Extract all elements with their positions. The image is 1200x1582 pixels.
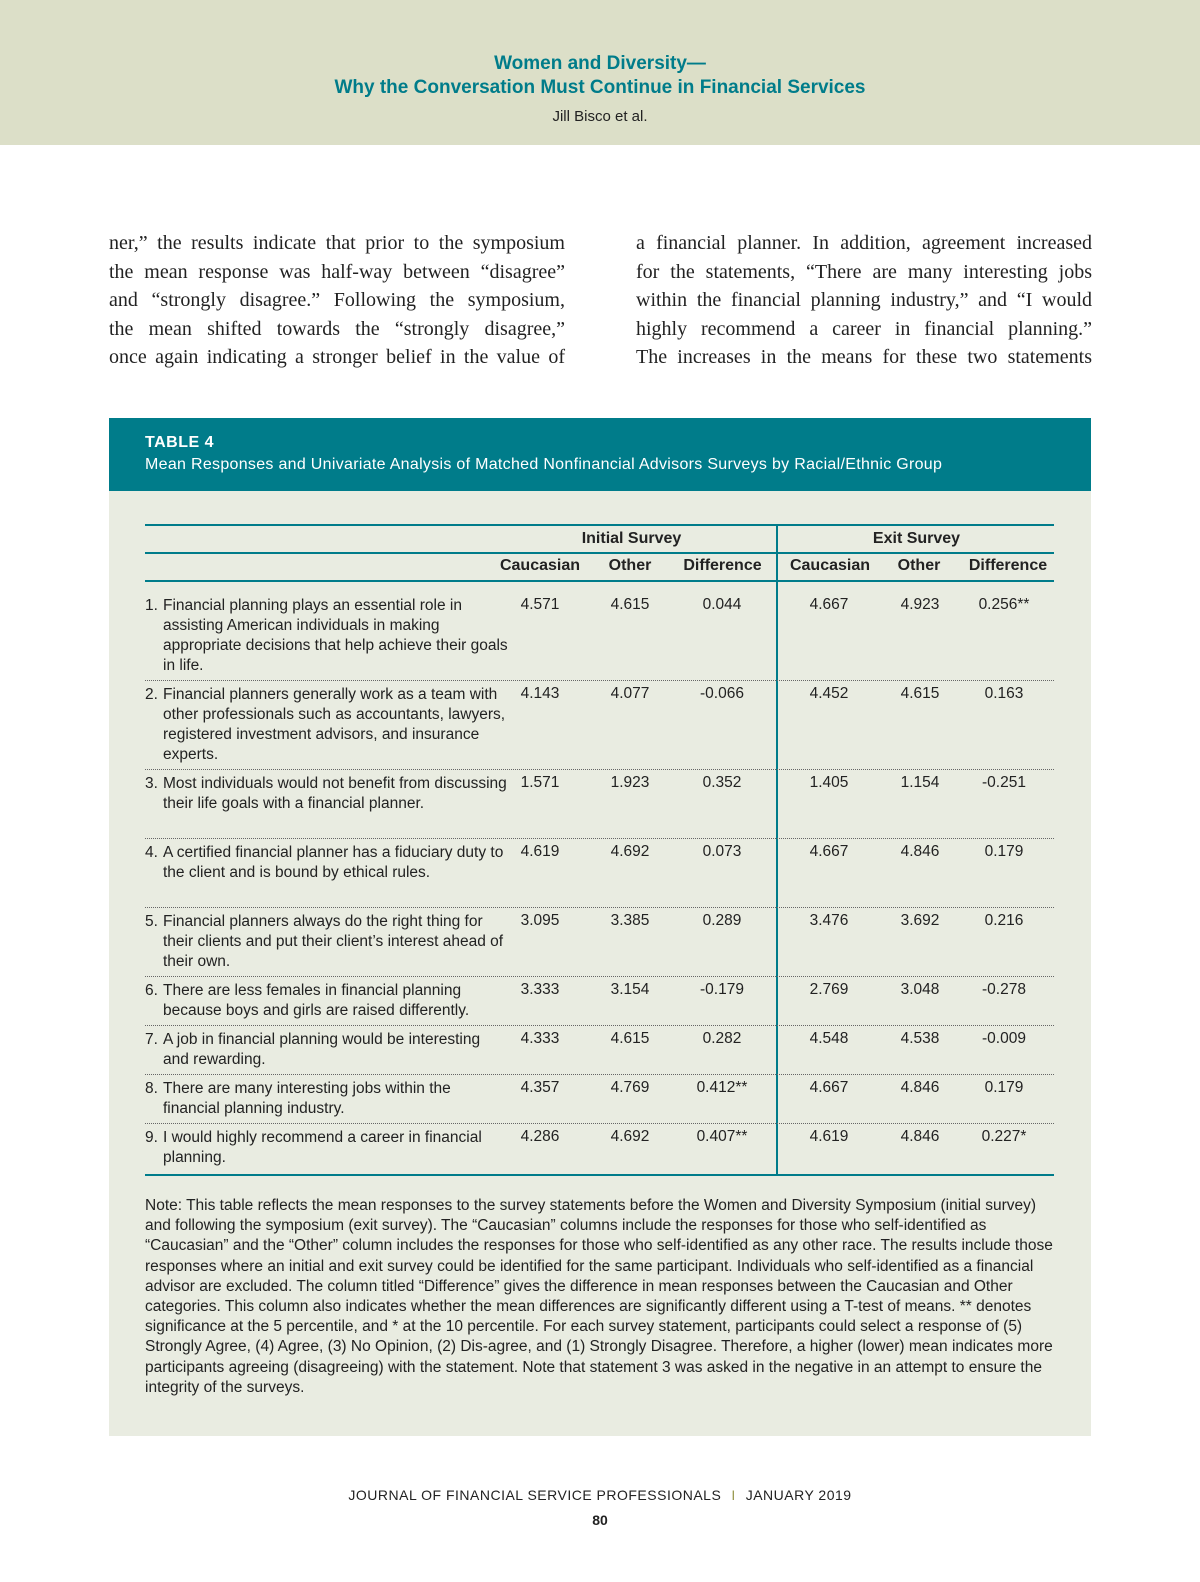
article-author: Jill Bisco et al.: [552, 108, 648, 125]
body-column-right: [636, 229, 1092, 372]
table-cell: 3.692: [900, 912, 940, 929]
group-header-rule: [145, 552, 1054, 554]
body-line: once again indicating a stronger belief in the value of: [109, 346, 565, 368]
table-cell: -0.251: [982, 774, 1026, 791]
table-cell: 0.044: [702, 596, 742, 613]
statement-number: 8.: [145, 1080, 158, 1097]
table-cell: 4.548: [809, 1030, 849, 1047]
table-banner: [109, 418, 1091, 491]
statement-number: 2.: [145, 686, 158, 703]
table-cell: 0.073: [702, 843, 742, 860]
column-header: Caucasian: [499, 557, 581, 574]
table-cell: 0.256**: [978, 596, 1030, 613]
table-cell: 1.923: [610, 774, 650, 791]
group-header-exit: Exit Survey: [872, 530, 961, 547]
table-cell: 4.357: [520, 1079, 560, 1096]
row-separator: [145, 1074, 1054, 1075]
statement-text: Most individuals would not benefit from discussing their life goals with a financial planner.: [163, 775, 507, 812]
table-4: [109, 418, 1091, 1436]
body-line: The increases in the means for these two statements: [636, 346, 1092, 368]
column-header: Other: [897, 557, 941, 574]
table-cell: 4.615: [610, 596, 650, 613]
table-cell: 3.095: [520, 912, 560, 929]
footer-date: JANUARY 2019: [745, 1487, 852, 1503]
body-line: ner,” the results indicate that prior to the symposium: [109, 232, 565, 254]
table-caption: Mean Responses and Univariate Analysis of Matched Nonfinancial Advisors Surveys by Racial/Ethnic Group: [145, 456, 943, 473]
table-cell: 4.692: [610, 1128, 650, 1145]
column-header: Difference: [968, 557, 1048, 574]
statement-number: 4.: [145, 844, 158, 861]
table-cell: 4.286: [520, 1128, 560, 1145]
table-cell: 4.923: [900, 596, 940, 613]
body-line: a financial planner. In addition, agreement increased: [636, 232, 1092, 254]
table-cell: 4.333: [520, 1030, 560, 1047]
table-cell: 4.619: [520, 843, 560, 860]
table-cell: 0.282: [702, 1030, 742, 1047]
table-cell: 4.615: [610, 1030, 650, 1047]
group-header-initial: Initial Survey: [581, 530, 682, 547]
table-cell: 4.692: [610, 843, 650, 860]
table-cell: 1.154: [900, 774, 940, 791]
column-header-rule: [145, 580, 1054, 582]
table-cell: 0.179: [984, 843, 1024, 860]
statement-text: There are less females in financial planning because boys and girls are raised differently.: [163, 982, 470, 1019]
table-cell: 4.077: [610, 685, 650, 702]
table-cell: 0.163: [984, 685, 1024, 702]
table-cell: 0.407**: [696, 1128, 748, 1145]
table-cell: 3.154: [610, 981, 650, 998]
table-cell: -0.066: [700, 685, 744, 702]
statement-text: A certified financial planner has a fiduciary duty to the client and is bound by ethical rules.: [163, 844, 504, 881]
body-line: highly recommend a career in financial planning.”: [636, 317, 1092, 340]
table-cell: 4.615: [900, 685, 940, 702]
table-group-divider: [776, 524, 778, 1176]
body-column-left: [109, 229, 565, 372]
statement-number: 7.: [145, 1031, 158, 1048]
table-cell: 4.538: [900, 1030, 940, 1047]
body-line: for the statements, “There are many interesting jobs: [636, 260, 1092, 283]
statement-number: 3.: [145, 775, 158, 792]
table-cell: 3.333: [520, 981, 560, 998]
table-cell: 1.405: [809, 774, 849, 791]
footer-journal: JOURNAL OF FINANCIAL SERVICE PROFESSIONALS: [348, 1487, 722, 1503]
table-cell: 4.846: [900, 843, 940, 860]
table-cell: 4.619: [809, 1128, 849, 1145]
row-separator: [145, 1123, 1054, 1124]
table-cell: 4.769: [610, 1079, 650, 1096]
statement-number: 1.: [145, 597, 158, 614]
body-line: within the financial planning industry,” and “I would: [636, 289, 1092, 311]
page-number: 80: [592, 1512, 608, 1528]
statement-number: 9.: [145, 1129, 158, 1146]
table-cell: 4.143: [520, 685, 560, 702]
statement-text: I would highly recommend a career in financial planning.: [163, 1129, 482, 1166]
article-title-line1: Women and Diversity—: [494, 53, 706, 74]
column-header: Difference: [683, 557, 762, 574]
statement-number: 6.: [145, 982, 158, 999]
table-cell: 0.289: [702, 912, 742, 929]
table-cell: 4.846: [900, 1128, 940, 1145]
row-separator: [145, 907, 1054, 908]
statement-text: A job in financial planning would be interesting and rewarding.: [163, 1031, 481, 1068]
body-line: the mean shifted towards the “strongly disagree,”: [109, 317, 565, 340]
statement-text: Financial planning plays an essential role in assisting American individuals in making appropriate decisions that help achieve their goals in life.: [163, 597, 508, 674]
table-label: TABLE 4: [145, 434, 214, 451]
row-separator: [145, 1025, 1054, 1026]
header-band: [0, 0, 1200, 145]
table-note: Note: This table reflects the mean responses to the survey statements before the Women and Diversity Symposium (initial survey) and following the symposium (exit survey). The “Caucasian” columns include the responses for those who self-identified as “Caucasian” and the “Other” column includes the responses for those who self-identified as any other race. The results include those responses where an initial and exit survey could be identified for the same participant. Individuals who self-identified as a financial advisor are excluded. The column titled “Difference” gives the difference in mean responses between the Caucasian and Other categories. This column also indicates whether the mean differences are significantly different using a T-test of means. ** denotes significance at the 5 percentile, and * at the 10 percentile. For each survey statement, participants could select a response of (5) Strongly Agree, (4) Agree, (3) No Opinion, (2) Dis-agree, and (1) Strongly Disagree. Therefore, a higher (lower) mean indicates more participants agreeing (disagreeing) with the statement. Note that statement 3 was asked in the negative in an attempt to ensure the integrity of the surveys.: [145, 1197, 1053, 1396]
body-line: and “strongly disagree.” Following the symposium,: [109, 289, 565, 311]
table-cell: 0.352: [702, 774, 742, 791]
table-cell: -0.278: [982, 981, 1026, 998]
statement-text: Financial planners generally work as a team with other professionals such as accountants, lawyers, registered investment advisors, and insurance experts.: [163, 686, 506, 763]
table-cell: 4.667: [809, 843, 849, 860]
table-cell: 4.667: [809, 596, 849, 613]
table-cell: 3.476: [809, 912, 849, 929]
footer-separator: I: [731, 1487, 736, 1503]
row-separator: [145, 769, 1054, 770]
table-cell: 1.571: [520, 774, 560, 791]
table-cell: 0.227*: [981, 1128, 1027, 1145]
table-cell: 3.048: [900, 981, 940, 998]
table-cell: 4.846: [900, 1079, 940, 1096]
table-bottom-rule: [145, 1174, 1054, 1176]
column-header: Caucasian: [789, 557, 871, 574]
table-cell: 0.179: [984, 1079, 1024, 1096]
table-top-rule: [145, 524, 1054, 526]
table-cell: 4.571: [520, 596, 560, 613]
row-separator: [145, 838, 1054, 839]
table-cell: 2.769: [809, 981, 849, 998]
statement-text: There are many interesting jobs within the financial planning industry.: [163, 1080, 451, 1117]
row-separator: [145, 976, 1054, 977]
table-cell: -0.009: [982, 1030, 1026, 1047]
table-cell: 4.452: [809, 685, 849, 702]
body-line: the mean response was half-way between “disagree”: [109, 260, 565, 283]
column-header: Other: [608, 557, 652, 574]
page-footer: [0, 1487, 1200, 1503]
table-cell: 3.385: [610, 912, 650, 929]
table-cell: 4.667: [809, 1079, 849, 1096]
table-cell: 0.412**: [696, 1079, 748, 1096]
row-separator: [145, 680, 1054, 681]
table-cell: 0.216: [984, 912, 1024, 929]
statement-number: 5.: [145, 913, 158, 930]
table-cell: -0.179: [700, 981, 744, 998]
article-title-line2: Why the Conversation Must Continue in Financial Services: [334, 77, 866, 98]
statement-text: Financial planners always do the right thing for their clients and put their client’s interest ahead of their own.: [163, 913, 504, 970]
